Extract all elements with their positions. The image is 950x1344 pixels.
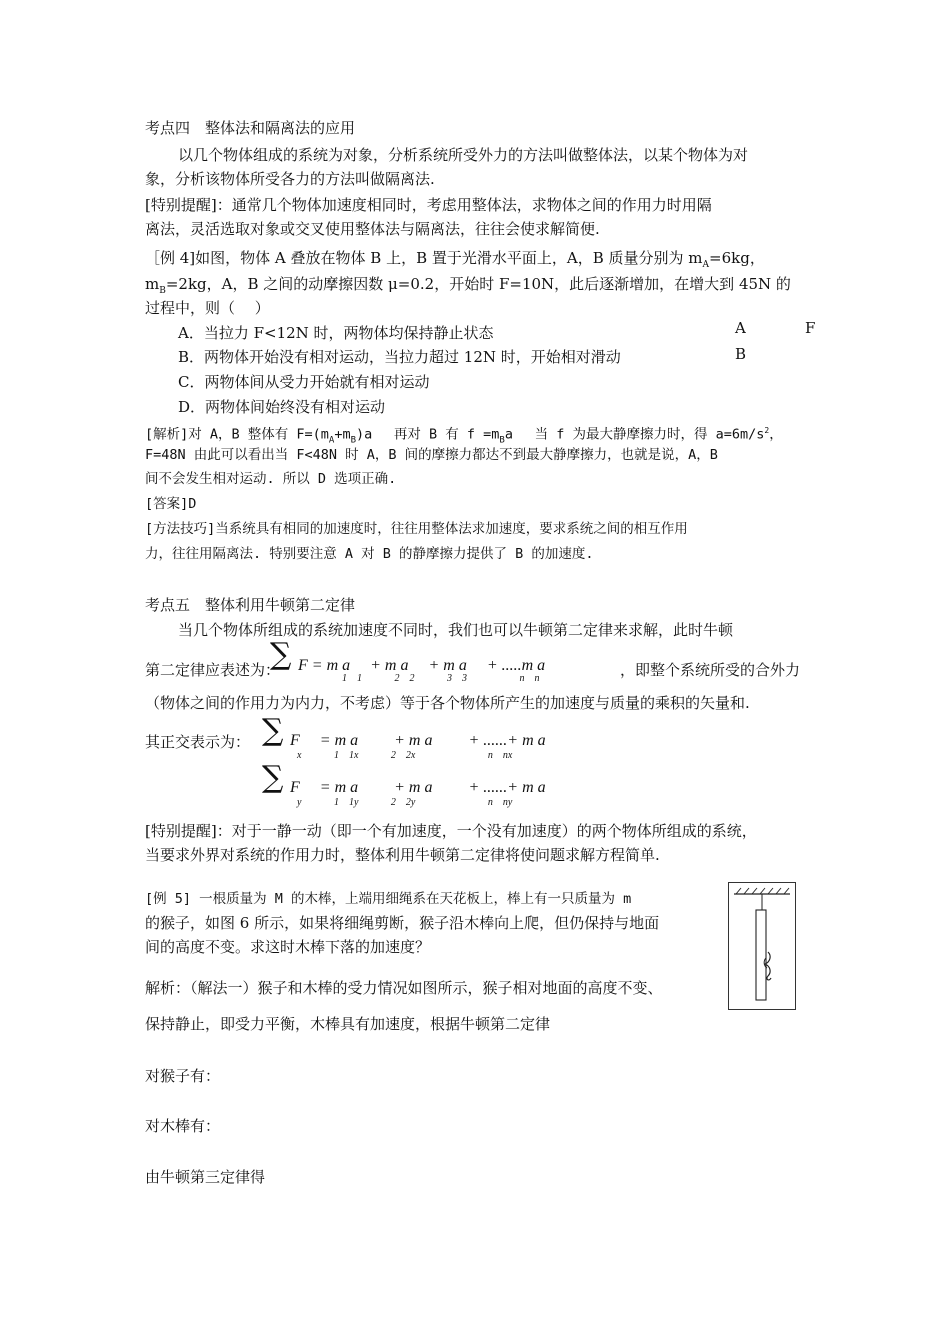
sigma-symbol-x: ∑	[262, 713, 284, 748]
example4-line3: 过程中，则（ ）	[145, 299, 270, 317]
equation-x-subscripts: x 1 1x 2 2x n nx	[297, 750, 513, 761]
wooden-rod	[756, 910, 766, 1000]
section4-para-line1: 以几个物体组成的系统为对象，分析系统所受外力的方法叫做整体法，以某个物体为对	[178, 146, 749, 164]
solution4-line1: [解析]对 A，B 整体有 $F=(m_A+m_B)a$ 再对 B 有 $f =m_Ba$ 当 f 为最大静摩擦力时，得 $a=6m/s^2$，	[145, 426, 783, 446]
solution5-line2: 保持静止，即受力平衡，木棒具有加速度，根据牛顿第二定律	[145, 1015, 551, 1033]
equation-x: F = m a + m a + ......+ m a	[290, 732, 546, 749]
solution4-line3: 间不会发生相对运动. 所以 D 选项正确.	[145, 471, 397, 487]
option-c: C．两物体间从受力开始就有相对运动	[178, 373, 430, 391]
example5-line2: 的猴子，如图 6 所示，如果将细绳剪断，猴子沿木棒向上爬，但仍保持与地面	[145, 914, 660, 932]
figure-label-b: B	[735, 345, 747, 363]
figure6-monkey-rod	[728, 882, 796, 1010]
figure-label-f: F	[805, 319, 816, 337]
equation-y-subscripts: y 1 1y 2 2y n ny	[297, 797, 513, 808]
sigma-symbol: ∑	[270, 637, 292, 672]
section4-tip-line2: 离法，灵活选取对象或交叉使用整体法与隔离法，往往会使求解简便.	[145, 220, 600, 238]
section5-tip-line1: [特别提醒]：对于一静一动（即一个有加速度，一个没有加速度）的两个物体所组成的系统，	[145, 822, 757, 840]
section4-para-line2: 象，分析该物体所受各力的方法叫做隔离法.	[145, 170, 435, 188]
solution5-line1: 解析：（解法一）猴子和木棒的受力情况如图所示，猴子相对地面的高度不变、	[145, 979, 663, 997]
section5-para-line3: （物体之间的作用力为内力，不考虑）等于各个物体所产生的加速度与质量的乘积的矢量和.	[145, 694, 750, 712]
rod-equation-label: 对木棒有：	[145, 1117, 221, 1135]
section5-para-line1: 当几个物体所组成的系统加速度不同时，我们也可以牛顿第二定律来求解，此时牛顿	[178, 621, 734, 639]
third-law-label: 由牛顿第三定律得	[145, 1168, 266, 1186]
method-tip-line1: [方法技巧]当系统具有相同的加速度时，往往用整体法求加速度，要求系统之间的相互作用	[145, 521, 688, 537]
section4-tip-line1: [特别提醒]：通常几个物体加速度相同时，考虑用整体法，求物体之间的作用力时用隔	[145, 196, 712, 214]
equation-y: F = m a + m a + ......+ m a	[290, 779, 546, 796]
section5-para-line2-suffix: ，即整个系统所受的合外力	[620, 661, 801, 679]
option-b: B．两物体开始没有相对运动，当拉力超过 12N 时，开始相对滑动	[178, 348, 621, 366]
sigma-symbol-y: ∑	[262, 760, 284, 795]
example5-line1: [例 5] 一根质量为 M 的木棒，上端用细绳系在天花板上，棒上有一只质量为 m	[145, 891, 632, 907]
example4-line2: $m_B=2kg$，A，B 之间的动摩擦因数 μ=0.2，开始时 F=10N，此后逐渐增加，在增大到 45N 的	[145, 275, 791, 296]
section4-heading: 考点四 整体法和隔离法的应用	[145, 119, 356, 137]
newton-equation-subscripts: 1 1 2 2 3 3 n n	[342, 673, 540, 684]
figure-label-a: A	[735, 319, 746, 337]
option-d: D．两物体间始终没有相对运动	[178, 398, 386, 416]
newton-equation: F = m a + m a + m a + .....m a	[298, 657, 546, 674]
example5-line3: 间的高度不变。求这时木棒下落的加速度？	[145, 938, 431, 956]
section5-tip-line2: 当要求外界对系统的作用力时，整体利用牛顿第二定律将使问题求解方程简单.	[145, 846, 660, 864]
orthogonal-prefix: 其正交表示为：	[145, 733, 251, 751]
ceiling-hatching	[736, 888, 789, 894]
solution4-line2: F=48N 由此可以看出当 F<48N 时 A，B 间的摩擦力都达不到最大静摩擦力，也就是说，A，B	[145, 447, 718, 463]
option-a: A．当拉力 F<12N 时，两物体均保持静止状态	[178, 324, 494, 342]
example4-line1: ［例 4]如图，物体 A 叠放在物体 B 上，B 置于光滑水平面上，A，B 质量分别为 $m_A=6kg$，	[145, 249, 765, 270]
answer4: [答案]D	[145, 496, 197, 512]
method-tip-line2: 力，往往用隔离法. 特别要注意 A 对 B 的静摩擦力提供了 B 的加速度.	[145, 546, 594, 562]
monkey-equation-label: 对猴子有：	[145, 1067, 221, 1085]
section5-para-line2-prefix: 第二定律应表述为：	[145, 661, 281, 679]
section5-heading: 考点五 整体利用牛顿第二定律	[145, 596, 356, 614]
